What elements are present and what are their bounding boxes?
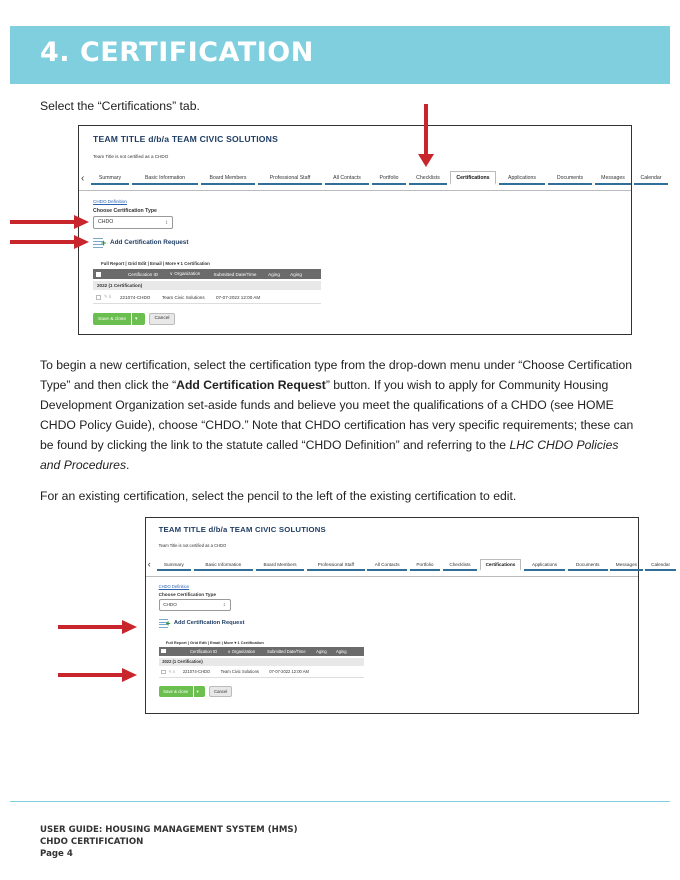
section-title: 4. CERTIFICATION	[40, 37, 314, 68]
instructions-part-3: .	[126, 458, 130, 472]
row-checkbox[interactable]	[161, 670, 166, 675]
tab-item[interactable]: Summary	[157, 560, 191, 571]
select-all-checkbox[interactable]	[96, 272, 101, 277]
certification-type-select[interactable]	[159, 599, 231, 611]
footer-page-number: Page 4	[40, 849, 73, 859]
screenshot-edit-certification	[145, 517, 671, 714]
save-close-button[interactable]	[93, 313, 145, 325]
tab-bar	[148, 558, 679, 572]
column-header[interactable]: Aging	[335, 648, 347, 654]
save-close-label: Save & close	[163, 689, 189, 695]
arrow-right-icon	[10, 214, 90, 230]
tab-scroll-left-icon[interactable]: ‹	[147, 559, 151, 570]
tab-certifications[interactable]: Certifications	[480, 559, 521, 571]
pencil-icon[interactable]: ✎ ℹ	[168, 669, 175, 675]
tab-item[interactable]: All Contacts	[367, 560, 407, 571]
add-certification-request-button[interactable]	[159, 617, 245, 629]
footer-divider	[10, 801, 670, 802]
tab-item[interactable]: Professional Staff	[307, 560, 365, 571]
footer-section: CHDO CERTIFICATION	[40, 837, 144, 847]
group-row: 2022 (1 Certification)	[93, 281, 321, 290]
tab-item[interactable]: All Contacts	[325, 172, 369, 185]
certification-id: 221074-CHDO	[120, 294, 151, 300]
choose-type-label: Choose Certification Type	[93, 208, 157, 214]
tab-item[interactable]: Applications	[524, 560, 565, 571]
column-header[interactable]: Aging	[316, 648, 327, 654]
add-document-icon	[93, 236, 107, 249]
grid-toolbar[interactable]: Full Report | Grid Edit | Email | More ▾ 1 Certification	[165, 639, 264, 645]
row-divider	[159, 677, 364, 678]
tab-item[interactable]: Portfolio	[410, 560, 441, 571]
tab-item[interactable]: Basic Information	[132, 172, 198, 185]
footer-guide-title: USER GUIDE: HOUSING MANAGEMENT SYSTEM (HMS)	[40, 825, 298, 835]
tab-item[interactable]: Portfolio	[372, 172, 406, 185]
column-header[interactable]: Aging	[290, 271, 302, 277]
column-header[interactable]: Submitted Date/Time	[213, 271, 257, 277]
tab-item[interactable]: Documents	[568, 560, 608, 571]
save-close-button[interactable]	[159, 686, 206, 697]
tab-item[interactable]: Summary	[91, 172, 129, 185]
tab-item[interactable]: Messages	[610, 560, 642, 571]
tab-item[interactable]: Professional Staff	[258, 172, 322, 185]
chevron-updown-icon: ↕	[165, 220, 168, 226]
table-header	[159, 647, 364, 656]
grid-toolbar[interactable]: Full Report | Grid Edit | Email | More ▾ 1 Certification	[101, 261, 210, 266]
select-value: CHDO	[163, 601, 177, 607]
tab-item[interactable]: Documents	[548, 172, 592, 185]
instructions-part-1: To begin a new certification, select the certification type from the drop-down menu under “Choose Certification Type” and then click the “	[40, 358, 633, 392]
tab-item[interactable]: Messages	[595, 172, 631, 185]
row-divider	[93, 303, 321, 304]
tab-item[interactable]: Applications	[499, 172, 545, 185]
footer	[40, 824, 298, 860]
instructions-paragraph	[40, 355, 640, 475]
table-row[interactable]	[93, 292, 276, 302]
arrow-down-icon	[417, 104, 435, 168]
group-row: 2022 (1 Certification)	[159, 658, 364, 666]
screenshot-certifications-tab	[78, 125, 662, 335]
instructions-part-2: ” button. If you wish to apply for Community Housing Development Organization set-aside funds and believe you meet the qualifications of a CHDO (see HOME CHDO Policy Guide), choose “CHDO.” Note that CHDO certification has very specific requirements; these can be found by clicking the link to the statute called “CHDO Definition” and referring to the	[40, 378, 634, 452]
section-banner	[10, 26, 670, 84]
organization-name: Team Civic Solutions	[162, 294, 205, 300]
pencil-icon[interactable]: ✎ ℹ	[104, 294, 111, 299]
tab-item[interactable]: Calendar	[645, 560, 676, 571]
tab-item[interactable]: Checklists	[443, 560, 477, 571]
tab-item[interactable]: Checklists	[409, 172, 447, 185]
add-certification-request-button[interactable]	[93, 236, 188, 249]
arrow-right-icon	[58, 667, 138, 683]
submitted-date: 07-07-2022 12:00 AM	[269, 669, 309, 675]
tab-item[interactable]: Basic Information	[194, 560, 253, 571]
column-header[interactable]: ∨ Organization	[169, 271, 201, 276]
instructions-bold: Add Certification Request	[176, 378, 326, 392]
cancel-button[interactable]: Cancel	[149, 313, 175, 325]
certification-status: Team Title is not certified as a CHDO	[93, 154, 169, 159]
tab-item[interactable]: Board Members	[201, 172, 255, 185]
tab-item[interactable]: Calendar	[634, 172, 668, 185]
select-all-checkbox[interactable]	[161, 649, 166, 654]
plus-icon: +	[101, 238, 107, 248]
organization-name: Team Civic Solutions	[220, 669, 259, 675]
column-header[interactable]: ∨ Organization	[227, 648, 256, 654]
cancel-button[interactable]: Cancel	[209, 686, 232, 697]
select-value: CHDO	[98, 219, 114, 225]
column-header[interactable]: Certification ID	[190, 648, 218, 654]
column-header[interactable]: Certification ID	[127, 271, 159, 277]
arrow-right-icon	[58, 619, 138, 635]
submitted-date: 07-07-2022 12:00 AM	[216, 294, 261, 300]
tab-divider	[146, 576, 638, 577]
table-header	[93, 269, 321, 279]
column-header[interactable]: Submitted Date/Time	[267, 648, 306, 654]
intro-text: Select the “Certifications” tab.	[40, 99, 200, 113]
add-document-icon	[159, 617, 172, 629]
arrow-right-icon	[10, 234, 90, 250]
save-close-label: Save & close	[98, 316, 126, 322]
certification-status: Team Title is not certified as a CHDO	[158, 543, 227, 549]
chevron-down-icon[interactable]: ▾	[131, 313, 140, 325]
table-row[interactable]	[159, 667, 324, 676]
org-title: TEAM TITLE d/b/a TEAM CIVIC SOLUTIONS	[93, 134, 279, 144]
certification-type-select[interactable]	[93, 216, 173, 229]
tab-bar	[81, 170, 671, 185]
chdo-definition-link[interactable]: CHDO Definition	[158, 583, 190, 589]
choose-type-label: Choose Certification Type	[158, 591, 216, 597]
add-request-label: Add Certification Request	[110, 239, 189, 246]
edit-instructions: For an existing certification, select the pencil to the left of the existing certification to edit.	[40, 489, 517, 503]
instructions-italic: LHC CHDO Policies and Procedures	[40, 438, 619, 472]
chevron-down-icon[interactable]: ▾	[193, 686, 202, 697]
certification-id: 221074-CHDO	[182, 669, 211, 675]
add-request-label: Add Certification Request	[173, 619, 245, 626]
tab-scroll-left-icon[interactable]: ‹	[81, 173, 85, 184]
column-header[interactable]: Aging	[268, 271, 280, 277]
tab-certifications[interactable]: Certifications	[450, 171, 496, 185]
plus-icon: +	[165, 618, 171, 628]
org-title: TEAM TITLE d/b/a TEAM CIVIC SOLUTIONS	[158, 525, 326, 535]
chdo-definition-link[interactable]: CHDO Definition	[93, 199, 127, 204]
chevron-updown-icon: ↕	[222, 602, 226, 608]
tab-item[interactable]: Board Members	[256, 560, 305, 571]
tab-divider	[79, 190, 631, 191]
row-checkbox[interactable]	[96, 295, 101, 300]
